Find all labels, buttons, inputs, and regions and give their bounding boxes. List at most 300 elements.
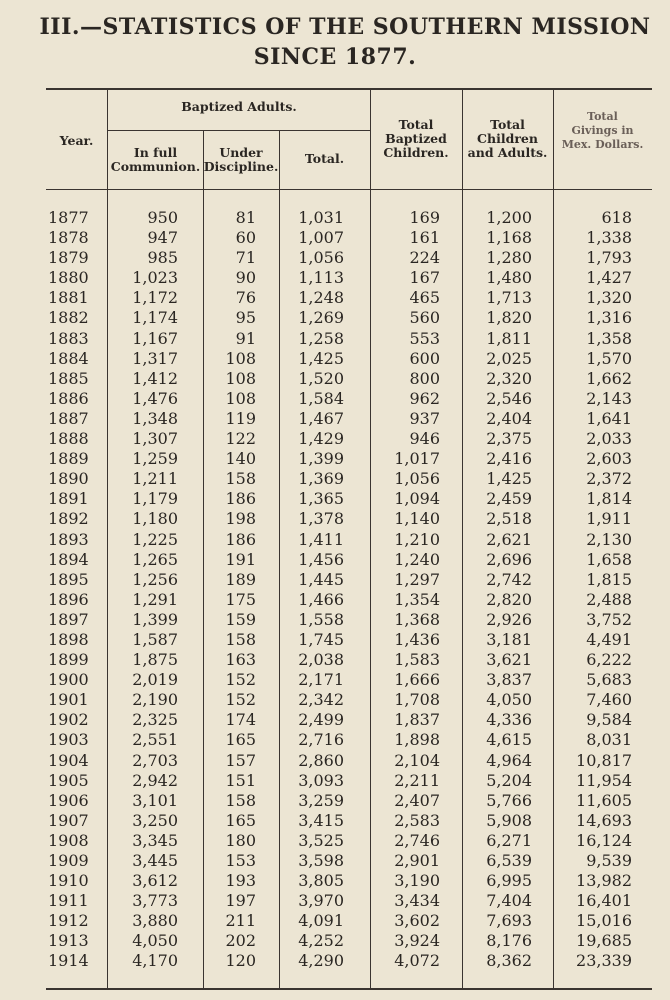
table-row (0, 389, 670, 409)
baptized-children-header: Total Baptized Children. (383, 117, 449, 160)
children-and-adults-cell: 4,050 (486, 690, 532, 710)
table-row (0, 530, 670, 550)
children-and-adults-cell: 6,995 (486, 871, 532, 891)
in-full-communion-cell: 1,412 (132, 368, 178, 388)
total-adults-cell: 4,290 (298, 951, 344, 971)
children-and-adults-cell: 6,539 (486, 851, 532, 870)
in-full-communion-cell: 1,167 (132, 328, 178, 348)
year-cell: 1905 (48, 770, 89, 790)
baptized-children-cell: 600 (409, 348, 440, 368)
in-full-communion-cell: 4,050 (132, 931, 178, 951)
year-cell: 1885 (48, 368, 89, 388)
table-body (0, 208, 670, 972)
year-cell: 1890 (48, 469, 89, 489)
under-discipline-cell: 157 (225, 750, 256, 770)
total-adults-cell: 2,171 (298, 670, 344, 690)
year-cell: 1879 (48, 248, 89, 268)
under-discipline-cell: 158 (225, 629, 256, 649)
total-adults-cell: 1,467 (298, 408, 344, 428)
baptized-children-cell: 2,211 (394, 770, 440, 790)
in-full-communion-cell: 1,180 (132, 509, 178, 529)
year-cell: 1881 (48, 288, 89, 308)
total-adults-cell: 1,445 (298, 569, 344, 589)
givings-cell: 2,143 (586, 388, 632, 408)
givings-cell: 1,338 (586, 228, 632, 248)
under-discipline-cell: 81 (235, 208, 256, 227)
year-cell: 1906 (48, 790, 89, 810)
in-full-communion-cell: 1,259 (132, 449, 178, 469)
year-cell: 1882 (48, 308, 89, 328)
total-adults-cell: 3,093 (298, 770, 344, 790)
table-row (0, 831, 670, 851)
in-full-communion-cell: 1,265 (132, 549, 178, 569)
table-row (0, 951, 670, 971)
year-cell: 1898 (48, 629, 89, 649)
baptized-children-cell: 1,354 (394, 589, 440, 609)
givings-cell: 3,752 (586, 609, 632, 629)
under-discipline-cell: 211 (225, 911, 256, 931)
in-full-communion-cell: 1,875 (132, 650, 178, 670)
in-full-communion-cell: 1,211 (132, 469, 178, 489)
under-discipline-cell: 158 (225, 469, 256, 489)
children-and-adults-cell: 5,908 (486, 810, 532, 830)
baptized-children-cell: 1,666 (394, 670, 440, 690)
in-full-communion-cell: 1,476 (132, 388, 178, 408)
year-cell: 1903 (48, 730, 89, 750)
under-discipline-cell: 202 (225, 931, 256, 951)
year-cell: 1894 (48, 549, 89, 569)
givings-cell: 5,683 (586, 670, 632, 690)
in-full-communion-cell: 3,445 (132, 851, 178, 870)
givings-cell: 1,641 (586, 408, 632, 428)
year-cell: 1913 (48, 931, 89, 951)
givings-cell: 1,316 (586, 308, 632, 328)
under-discipline-cell: 174 (225, 710, 256, 730)
table-row (0, 690, 670, 710)
under-discipline-cell: 163 (225, 650, 256, 670)
baptized-children-cell: 1,094 (394, 489, 440, 509)
givings-cell: 11,605 (576, 790, 632, 810)
year-cell: 1910 (48, 871, 89, 891)
under-discipline-cell: 91 (235, 328, 256, 348)
under-discipline-cell: 186 (225, 529, 256, 549)
year-cell: 1901 (48, 690, 89, 710)
givings-cell: 9,539 (586, 851, 632, 870)
under-discipline-cell: 140 (225, 449, 256, 469)
in-full-communion-cell: 2,190 (132, 690, 178, 710)
total-adults-cell: 4,252 (298, 931, 344, 951)
children-and-adults-cell: 1,820 (486, 308, 532, 328)
in-full-communion-cell: 2,703 (132, 750, 178, 770)
year-cell: 1880 (48, 268, 89, 288)
year-cell: 1886 (48, 388, 89, 408)
total-adults-cell: 1,399 (298, 449, 344, 469)
baptized-children-cell: 1,017 (394, 449, 440, 469)
under-discipline-cell: 175 (225, 589, 256, 609)
in-full-communion-cell: 4,170 (132, 951, 178, 971)
baptized-children-cell: 800 (409, 368, 440, 388)
total-adults-cell: 1,007 (298, 228, 344, 248)
givings-cell: 9,584 (586, 710, 632, 730)
total-adults-cell: 3,805 (298, 871, 344, 891)
total-adults-cell: 1,056 (298, 248, 344, 268)
givings-cell: 15,016 (576, 911, 632, 931)
children-and-adults-cell: 1,280 (486, 248, 532, 268)
children-and-adults-cell: 1,425 (486, 469, 532, 489)
table-row (0, 329, 670, 349)
under-discipline-cell: 191 (225, 549, 256, 569)
under-discipline-cell: 152 (225, 670, 256, 690)
total-adults-cell: 1,425 (298, 348, 344, 368)
in-full-communion-cell: 985 (147, 248, 178, 268)
baptized-children-cell: 3,924 (394, 931, 440, 951)
givings-cell: 1,793 (586, 248, 632, 268)
children-and-adults-cell: 2,025 (486, 348, 532, 368)
children-and-adults-cell: 4,964 (486, 750, 532, 770)
under-discipline-cell: 108 (225, 348, 256, 368)
children-and-adults-cell: 2,742 (486, 569, 532, 589)
givings-cell: 1,427 (586, 268, 632, 288)
in-full-communion-header: In full Communion. (110, 145, 201, 174)
in-full-communion-cell: 3,612 (132, 871, 178, 891)
year-cell: 1877 (48, 208, 89, 227)
total-adults-cell: 1,456 (298, 549, 344, 569)
baptized-children-cell: 3,190 (394, 871, 440, 891)
in-full-communion-cell: 3,345 (132, 830, 178, 850)
total-header: Total. (304, 151, 345, 166)
table-row (0, 751, 670, 771)
table-row (0, 811, 670, 831)
in-full-communion-cell: 2,019 (132, 670, 178, 690)
table-row (0, 710, 670, 730)
table-row (0, 851, 670, 871)
year-cell: 1899 (48, 650, 89, 670)
children-and-adults-cell: 8,176 (486, 931, 532, 951)
children-and-adults-cell: 2,926 (486, 609, 532, 629)
under-discipline-cell: 197 (225, 891, 256, 911)
under-discipline-cell: 71 (235, 248, 256, 268)
table-row (0, 429, 670, 449)
in-full-communion-cell: 1,317 (132, 348, 178, 368)
year-cell: 1895 (48, 569, 89, 589)
year-cell: 1887 (48, 408, 89, 428)
table-row (0, 409, 670, 429)
givings-cell: 1,320 (586, 288, 632, 308)
children-and-adults-cell: 3,181 (486, 629, 532, 649)
under-discipline-cell: 165 (225, 810, 256, 830)
table-row (0, 288, 670, 308)
baptized-children-cell: 937 (409, 408, 440, 428)
year-cell: 1884 (48, 348, 89, 368)
in-full-communion-cell: 3,250 (132, 810, 178, 830)
table-row (0, 630, 670, 650)
givings-cell: 6,222 (586, 650, 632, 670)
baptized-children-cell: 2,901 (394, 851, 440, 870)
total-adults-cell: 2,038 (298, 650, 344, 670)
table-row (0, 228, 670, 248)
year-cell: 1891 (48, 489, 89, 509)
year-cell: 1911 (48, 891, 89, 911)
children-and-adults-cell: 2,546 (486, 388, 532, 408)
baptized-children-cell: 1,297 (394, 569, 440, 589)
year-cell: 1888 (48, 429, 89, 449)
givings-header: Total Givings in Mex. Dollars. (561, 110, 644, 151)
total-adults-cell: 1,745 (298, 629, 344, 649)
under-discipline-cell: 158 (225, 790, 256, 810)
year-cell: 1897 (48, 609, 89, 629)
children-and-adults-cell: 4,336 (486, 710, 532, 730)
baptized-children-cell: 224 (409, 248, 440, 268)
in-full-communion-cell: 947 (147, 228, 178, 248)
total-adults-cell: 1,584 (298, 388, 344, 408)
page-subtitle: SINCE 1877. (253, 44, 417, 70)
table-row (0, 308, 670, 328)
children-and-adults-cell: 4,615 (486, 730, 532, 750)
total-adults-cell: 1,429 (298, 429, 344, 449)
in-full-communion-cell: 1,174 (132, 308, 178, 328)
total-adults-cell: 3,598 (298, 851, 344, 870)
table-row (0, 610, 670, 630)
year-cell: 1893 (48, 529, 89, 549)
givings-cell: 16,401 (576, 891, 632, 911)
table-row (0, 369, 670, 389)
under-discipline-cell: 108 (225, 368, 256, 388)
year-cell: 1900 (48, 670, 89, 690)
table-row (0, 590, 670, 610)
baptized-children-cell: 3,602 (394, 911, 440, 931)
givings-cell: 1,911 (586, 509, 632, 529)
table-row (0, 570, 670, 590)
in-full-communion-cell: 3,773 (132, 891, 178, 911)
baptized-children-cell: 1,368 (394, 609, 440, 629)
givings-cell: 1,815 (586, 569, 632, 589)
under-discipline-cell: 60 (235, 228, 256, 248)
under-discipline-header: Under Discipline. (203, 145, 279, 174)
under-discipline-cell: 120 (225, 951, 256, 971)
children-and-adults-cell: 1,713 (486, 288, 532, 308)
in-full-communion-cell: 3,880 (132, 911, 178, 931)
total-adults-cell: 3,970 (298, 891, 344, 911)
baptized-children-cell: 1,240 (394, 549, 440, 569)
table-row (0, 248, 670, 268)
givings-cell: 2,603 (586, 449, 632, 469)
total-adults-cell: 1,269 (298, 308, 344, 328)
baptized-adults-header: Baptized Adults. (181, 99, 297, 114)
children-and-adults-cell: 5,766 (486, 790, 532, 810)
under-discipline-cell: 186 (225, 489, 256, 509)
children-and-adults-cell: 7,693 (486, 911, 532, 931)
children-and-adults-cell: 1,168 (486, 228, 532, 248)
in-full-communion-cell: 1,399 (132, 609, 178, 629)
baptized-children-cell: 962 (409, 388, 440, 408)
givings-cell: 16,124 (576, 830, 632, 850)
baptized-children-cell: 167 (409, 268, 440, 288)
givings-cell: 2,488 (586, 589, 632, 609)
in-full-communion-cell: 1,587 (132, 629, 178, 649)
in-full-communion-cell: 2,942 (132, 770, 178, 790)
givings-cell: 11,954 (576, 770, 632, 790)
children-and-adults-cell: 2,696 (486, 549, 532, 569)
in-full-communion-cell: 1,256 (132, 569, 178, 589)
givings-cell: 1,814 (586, 489, 632, 509)
table-bottom-rule (46, 988, 652, 990)
in-full-communion-cell: 1,307 (132, 429, 178, 449)
total-adults-cell: 1,411 (298, 529, 344, 549)
year-cell: 1914 (48, 951, 89, 971)
year-cell: 1883 (48, 328, 89, 348)
baptized-children-cell: 1,708 (394, 690, 440, 710)
baptized-children-cell: 4,072 (394, 951, 440, 971)
children-and-adults-cell: 2,459 (486, 489, 532, 509)
in-full-communion-cell: 1,023 (132, 268, 178, 288)
table-row (0, 489, 670, 509)
table-row (0, 268, 670, 288)
under-discipline-cell: 95 (235, 308, 256, 328)
children-and-adults-cell: 2,375 (486, 429, 532, 449)
givings-cell: 2,033 (586, 429, 632, 449)
year-cell: 1896 (48, 589, 89, 609)
year-cell: 1907 (48, 810, 89, 830)
children-and-adults-cell: 2,404 (486, 408, 532, 428)
children-and-adults-cell: 3,621 (486, 650, 532, 670)
total-adults-cell: 1,369 (298, 469, 344, 489)
givings-cell: 13,982 (576, 871, 632, 891)
baptized-children-cell: 3,434 (394, 891, 440, 911)
in-full-communion-cell: 2,551 (132, 730, 178, 750)
total-adults-cell: 4,091 (298, 911, 344, 931)
baptized-children-cell: 1,056 (394, 469, 440, 489)
total-adults-cell: 1,031 (298, 208, 344, 227)
under-discipline-cell: 76 (235, 288, 256, 308)
baptized-children-cell: 2,104 (394, 750, 440, 770)
under-discipline-cell: 119 (225, 408, 256, 428)
total-adults-cell: 1,520 (298, 368, 344, 388)
children-and-adults-cell: 1,811 (486, 328, 532, 348)
baptized-children-cell: 169 (409, 208, 440, 227)
baptized-children-cell: 161 (409, 228, 440, 248)
children-and-adults-cell: 8,362 (486, 951, 532, 971)
baptized-children-cell: 560 (409, 308, 440, 328)
children-and-adults-cell: 1,480 (486, 268, 532, 288)
children-and-adults-cell: 2,320 (486, 368, 532, 388)
baptized-children-cell: 1,898 (394, 730, 440, 750)
givings-cell: 1,358 (586, 328, 632, 348)
total-adults-cell: 1,466 (298, 589, 344, 609)
year-cell: 1889 (48, 449, 89, 469)
baptized-children-cell: 1,583 (394, 650, 440, 670)
givings-cell: 1,570 (586, 348, 632, 368)
children-and-adults-cell: 2,621 (486, 529, 532, 549)
table-row (0, 469, 670, 489)
total-adults-cell: 1,558 (298, 609, 344, 629)
table-row (0, 509, 670, 529)
under-discipline-cell: 193 (225, 871, 256, 891)
year-cell: 1912 (48, 911, 89, 931)
table-row (0, 931, 670, 951)
under-discipline-cell: 90 (235, 268, 256, 288)
givings-cell: 2,130 (586, 529, 632, 549)
year-cell: 1908 (48, 830, 89, 850)
children-and-adults-header: Total Children and Adults. (467, 117, 548, 160)
givings-cell: 4,491 (586, 629, 632, 649)
table-row (0, 791, 670, 811)
in-full-communion-cell: 3,101 (132, 790, 178, 810)
children-and-adults-cell: 2,518 (486, 509, 532, 529)
header-bottom-rule (46, 189, 652, 190)
under-discipline-cell: 122 (225, 429, 256, 449)
baptized-children-cell: 2,583 (394, 810, 440, 830)
under-discipline-cell: 159 (225, 609, 256, 629)
baptized-children-cell: 2,407 (394, 790, 440, 810)
in-full-communion-cell: 950 (147, 208, 178, 227)
under-discipline-cell: 108 (225, 388, 256, 408)
baptized-children-cell: 1,140 (394, 509, 440, 529)
givings-cell: 8,031 (586, 730, 632, 750)
children-and-adults-cell: 1,200 (486, 208, 532, 227)
table-row (0, 730, 670, 750)
table-row (0, 208, 670, 228)
under-discipline-cell: 189 (225, 569, 256, 589)
givings-cell: 7,460 (586, 690, 632, 710)
givings-cell: 2,372 (586, 469, 632, 489)
in-full-communion-cell: 2,325 (132, 710, 178, 730)
givings-cell: 1,662 (586, 368, 632, 388)
baptized-children-cell: 465 (409, 288, 440, 308)
children-and-adults-cell: 5,204 (486, 770, 532, 790)
under-discipline-cell: 153 (225, 851, 256, 870)
children-and-adults-cell: 2,416 (486, 449, 532, 469)
givings-cell: 23,339 (576, 951, 632, 971)
in-full-communion-cell: 1,348 (132, 408, 178, 428)
total-adults-cell: 2,716 (298, 730, 344, 750)
table-top-rule (46, 88, 652, 90)
baptized-children-cell: 946 (409, 429, 440, 449)
baptized-adults-rule (108, 130, 370, 131)
children-and-adults-cell: 2,820 (486, 589, 532, 609)
total-adults-cell: 2,342 (298, 690, 344, 710)
table-row (0, 891, 670, 911)
in-full-communion-cell: 1,172 (132, 288, 178, 308)
children-and-adults-cell: 6,271 (486, 830, 532, 850)
baptized-children-cell: 1,436 (394, 629, 440, 649)
under-discipline-cell: 165 (225, 730, 256, 750)
total-adults-cell: 3,525 (298, 830, 344, 850)
table-row (0, 650, 670, 670)
year-cell: 1902 (48, 710, 89, 730)
under-discipline-cell: 152 (225, 690, 256, 710)
givings-cell: 19,685 (576, 931, 632, 951)
givings-cell: 14,693 (576, 810, 632, 830)
year-cell: 1909 (48, 851, 89, 870)
table-row (0, 449, 670, 469)
under-discipline-cell: 180 (225, 830, 256, 850)
table-row (0, 771, 670, 791)
baptized-children-cell: 2,746 (394, 830, 440, 850)
table-row (0, 349, 670, 369)
children-and-adults-cell: 3,837 (486, 670, 532, 690)
givings-cell: 1,658 (586, 549, 632, 569)
baptized-children-cell: 1,210 (394, 529, 440, 549)
total-adults-cell: 1,248 (298, 288, 344, 308)
in-full-communion-cell: 1,291 (132, 589, 178, 609)
total-adults-cell: 3,415 (298, 810, 344, 830)
year-header: Year. (59, 133, 94, 148)
baptized-children-cell: 553 (409, 328, 440, 348)
page-title: III.—STATISTICS OF THE SOUTHERN MISSION (39, 14, 651, 40)
under-discipline-cell: 198 (225, 509, 256, 529)
children-and-adults-cell: 7,404 (486, 891, 532, 911)
table-row (0, 550, 670, 570)
